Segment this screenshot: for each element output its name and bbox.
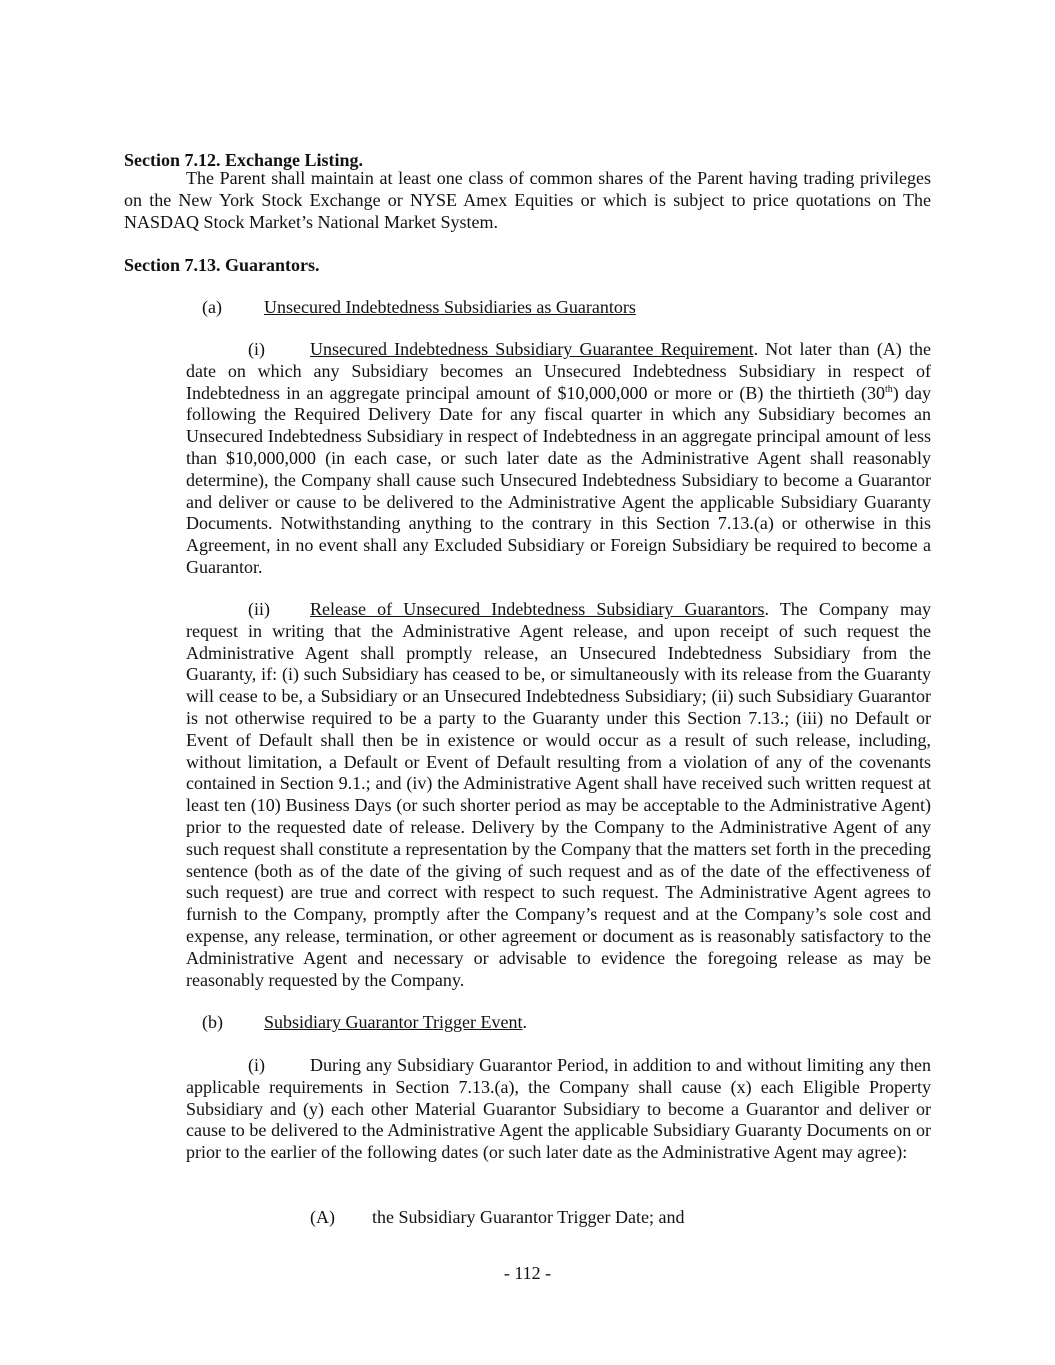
clause-a-ii-body: . The Company may request in writing that the Administrative Agent release, and upon receipt of such request the Administrative Agent shall promptly release, an Unsecured Indebtedness Subsidiary from the Guaranty, if: (i) such Subsidiary has ceased to be, or simultaneously with its release from the Guaranty will cease to be, a Subsidiary or an Unsecured Indebtedness Subsidiary; (ii) such Subsidiary Guarantor is not otherwise required to be a party to the Guaranty under this Section 7.13.; (iii) no Default or Event of Default shall then be in existence or would occur as a result of such release, including, without limitation, a Default or Event of Default resulting from a violation of any of the covenants contained in Section 9.1.; and (iv) the Administrative Agent shall have received such written request at least ten (10) Business Days (or such shorter period as may be acceptable to the Administrative Agent) prior to the requested date of release. Delivery by the Company to the Administrative Agent of any such request shall constitute a representation by the Company that the matters set forth in the preceding sentence (both as of the date of the giving of such request and as of the date of the effectiveness of such request) are true and correct with respect to such request. The Administrative Agent agrees to furnish to the Company, promptly after the Company’s request and at the Company’s sole cost and expense, any release, termination, or other agreement or document as is reasonably satisfactory to the Administrative Agent and necessary or advisable to evidence the foregoing release as may be reasonably requested by the Company. (186, 599, 931, 990)
clause-a-heading (124, 297, 931, 319)
clause-a-i (186, 339, 931, 579)
clause-a-i-title: Unsecured Indebtedness Subsidiary Guarantee Requirement (310, 339, 754, 359)
clause-b-title-suffix: . (522, 1012, 527, 1032)
section-7-12-heading: Section 7.12. Exchange Listing. (124, 150, 364, 170)
ordinal-superscript: th (885, 383, 893, 395)
clause-b-label: (b) (202, 1012, 223, 1032)
clause-a-title: Unsecured Indebtedness Subsidiaries as Guarantors (264, 297, 636, 317)
clause-b-heading (124, 1012, 931, 1034)
clause-b-i-label: (i) (248, 1055, 265, 1075)
clause-a-ii (186, 599, 931, 991)
clause-a-label: (a) (202, 297, 222, 317)
clause-b-i-body: During any Subsidiary Guarantor Period, in addition to and without limiting any then applicable requirements in Section 7.13.(a), the Company shall cause (x) each Eligible Property Subsidiary and (y) each other Material Guarantor Subsidiary to become a Guarantor and deliver or cause to be delivered to the Administrative Agent the applicable Subsidiary Guaranty Documents on or prior to the earlier of the following dates (or such later date as the Administrative Agent may agree): (186, 1055, 931, 1163)
page-number: - 112 - (503, 1263, 552, 1283)
clause-b-A-body: the Subsidiary Guarantor Trigger Date; and (372, 1207, 685, 1227)
clause-b-A-label: (A) (310, 1207, 335, 1227)
clause-a-i-body-cont: ) day following the Required Delivery Date for any fiscal quarter in which any Subsidiary becomes an Unsecured Indebtedness Subsidiary in respect of Indebtedness in an aggregate principal amount of less than $10,000,000 (in each case, or such later date as the Administrative Agent shall reasonably determine), the Company shall cause such Unsecured Indebtedness Subsidiary to become a Guarantor and deliver or cause to be delivered to the Administrative Agent the applicable Subsidiary Guaranty Documents. Notwithstanding anything to the contrary in this Section 7.13.(a) or otherwise in this Agreement, in no event shall any Excluded Subsidiary or Foreign Subsidiary be required to become a Guarantor. (186, 382, 931, 577)
clause-b-title: Subsidiary Guarantor Trigger Event (264, 1012, 523, 1032)
clause-b-A (310, 1207, 930, 1229)
clause-a-i-body: . Not later than (A) the date on which any Subsidiary becomes an Unsecured Indebtedness Subsidiary in respect of Indebtedness in an aggregate principal amount of $10,000,000 or more or (B) the thirtieth (30 (186, 339, 931, 403)
clause-b-i (186, 1055, 931, 1164)
clause-a-ii-label: (ii) (248, 599, 270, 619)
clause-a-i-label: (i) (248, 339, 265, 359)
section-7-12-body: The Parent shall maintain at least one class of common shares of the Parent having trading privileges on the New York Stock Exchange or NYSE Amex Equities or which is subject to price quotations on The NASDAQ Stock Market’s National Market System. (124, 168, 931, 232)
section-7-13-heading: Section 7.13. Guarantors. (124, 255, 320, 275)
clause-a-ii-title: Release of Unsecured Indebtedness Subsidiary Guarantors (310, 599, 765, 619)
